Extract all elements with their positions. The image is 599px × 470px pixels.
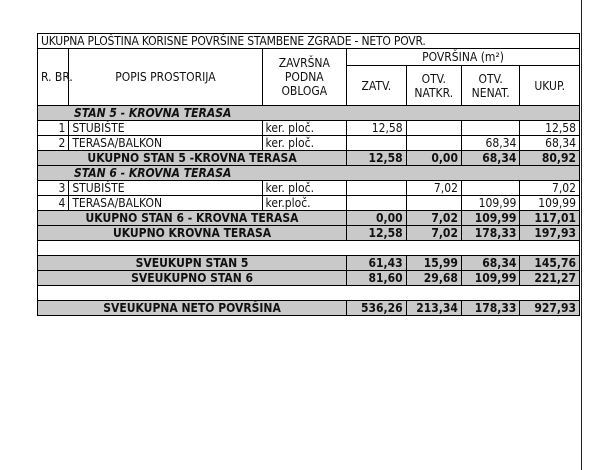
total-ukup: 197,93 [520, 226, 580, 241]
grand-total-row [38, 301, 580, 316]
section-5-total-row [38, 151, 580, 166]
sveukupno-nenat: 109,99 [461, 271, 519, 286]
row-natkr: 7,02 [406, 181, 461, 196]
row-rb: 3 [38, 181, 69, 196]
sveukupno-row [38, 256, 580, 271]
section-5-total-label: UKUPNO STAN 5 -KROVNA TERASA [38, 151, 347, 166]
total-natkr: 0,00 [406, 151, 461, 166]
total-zatv: 12,58 [347, 151, 407, 166]
sveukupno-natkr: 15,99 [406, 256, 461, 271]
header-otv-natkr: OTV. NATKR. [406, 66, 461, 106]
row-name: STUBIŠTE [69, 121, 262, 136]
total-nenat: 178,33 [461, 226, 519, 241]
total-zatv: 12,58 [347, 226, 407, 241]
total-natkr: 7,02 [406, 211, 461, 226]
header-otv-nenat: OTV. NENAT. [461, 66, 519, 106]
row-ukup: 109,99 [520, 196, 580, 211]
header-obloga-label: ZAVRŠNA PODNA OBLOGA [278, 56, 330, 98]
row-floor: ker.ploč. [262, 196, 347, 211]
row-floor: ker. ploč. [262, 181, 347, 196]
table-row [38, 181, 580, 196]
sveukupno-nenat: 68,34 [461, 256, 519, 271]
sveukupno-row [38, 271, 580, 286]
row-zatv: 12,58 [347, 121, 407, 136]
table-title: UKUPNA PLOŠTINA KORISNE POVRŠINE STAMBENE ZGRADE - NETO POVR. [38, 34, 580, 49]
sveukupno-label: SVEUKUPNO STAN 6 [38, 271, 347, 286]
row-nenat [461, 181, 519, 196]
grand-total-nenat: 178,33 [461, 301, 519, 316]
total-zatv: 0,00 [347, 211, 407, 226]
section-5-heading-row [38, 106, 580, 121]
row-name: STUBIŠTE [69, 181, 262, 196]
sveukupno-zatv: 81,60 [347, 271, 407, 286]
row-nenat [461, 121, 519, 136]
header-popis-label: POPIS PROSTORIJA [115, 70, 216, 84]
table-title-row [38, 34, 580, 49]
krovna-total-row [38, 226, 580, 241]
grand-total-label: SVEUKUPNA NETO POVRŠINA [38, 301, 347, 316]
section-6-total-row [38, 211, 580, 226]
area-table [37, 33, 580, 316]
row-zatv [347, 181, 407, 196]
total-ukup: 80,92 [520, 151, 580, 166]
sveukupno-natkr: 29,68 [406, 271, 461, 286]
row-floor: ker. ploč. [262, 121, 347, 136]
krovna-total-label: UKUPNO KROVNA TERASA [38, 226, 347, 241]
row-ukup: 12,58 [520, 121, 580, 136]
row-natkr [406, 121, 461, 136]
table-row [38, 121, 580, 136]
row-rb: 2 [38, 136, 69, 151]
row-rb: 4 [38, 196, 69, 211]
header-popis [69, 49, 262, 106]
row-zatv [347, 196, 407, 211]
row-ukup: 68,34 [520, 136, 580, 151]
header-povrsina: POVRŠINA (m²) [347, 49, 580, 66]
header-obloga [262, 49, 347, 106]
sveukupno-ukup: 221,27 [520, 271, 580, 286]
total-nenat: 68,34 [461, 151, 519, 166]
header-ukup: UKUP. [520, 66, 580, 106]
page-right-border [581, 0, 582, 470]
row-nenat: 109,99 [461, 196, 519, 211]
row-ukup: 7,02 [520, 181, 580, 196]
section-5-heading: STAN 5 - KROVNA TERASA [38, 106, 580, 121]
row-nenat: 68,34 [461, 136, 519, 151]
grand-total-natkr: 213,34 [406, 301, 461, 316]
total-nenat: 109,99 [461, 211, 519, 226]
sveukupno-label: SVEUKUPN STAN 5 [38, 256, 347, 271]
total-natkr: 7,02 [406, 226, 461, 241]
table-row [38, 196, 580, 211]
sveukupno-ukup: 145,76 [520, 256, 580, 271]
header-rbr [38, 49, 73, 106]
spacer-row [38, 286, 580, 301]
header-zatv: ZATV. [347, 66, 407, 106]
total-ukup: 117,01 [520, 211, 580, 226]
row-name: TERASA/BALKON [69, 136, 262, 151]
row-zatv [347, 136, 407, 151]
row-name: TERASA/BALKON [69, 196, 262, 211]
sveukupno-zatv: 61,43 [347, 256, 407, 271]
grand-total-ukup: 927,93 [520, 301, 580, 316]
section-6-heading: STAN 6 - KROVNA TERASA [38, 166, 580, 181]
header-rbr-label: R. BR. [41, 70, 73, 84]
table-row [38, 136, 580, 151]
header-row-1 [38, 49, 580, 66]
row-floor: ker. ploč. [262, 136, 347, 151]
section-6-heading-row [38, 166, 580, 181]
spacer-row [38, 241, 580, 256]
row-rb: 1 [38, 121, 69, 136]
row-natkr [406, 196, 461, 211]
grand-total-zatv: 536,26 [347, 301, 407, 316]
row-natkr [406, 136, 461, 151]
section-6-total-label: UKUPNO STAN 6 - KROVNA TERASA [38, 211, 347, 226]
